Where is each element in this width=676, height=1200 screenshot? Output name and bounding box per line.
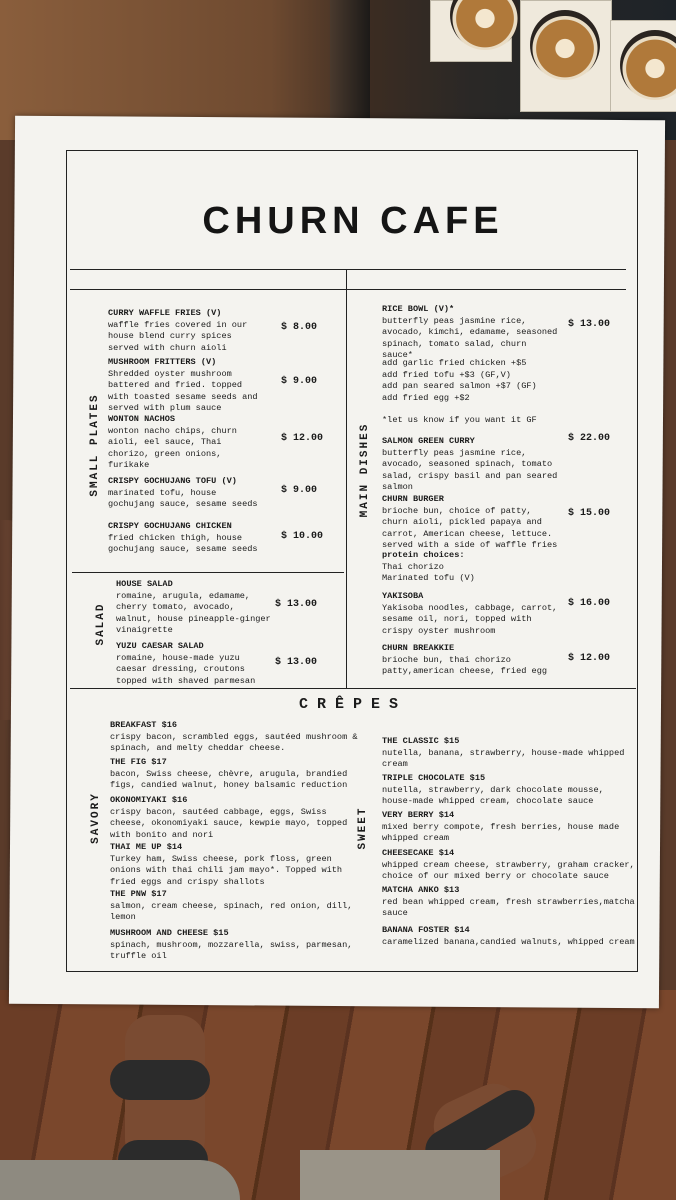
menu-item-price: $ 9.00 <box>281 376 318 387</box>
menu-item-name: YUZU CAESAR SALAD <box>116 641 204 651</box>
menu-item-name: MATCHA ANKO $13 <box>382 885 460 895</box>
menu-item-description: brioche bun, choice of patty, churn aioli, pickled papaya and carrot, American cheese, lettuce. served with a side of waffle fries <box>382 505 558 550</box>
menu-item <box>108 308 247 354</box>
menu-item-name: THE PNW $17 <box>110 889 167 899</box>
menu-item-description: add garlic fried chicken +$5 add fried tofu +$3 (GF,V) add pan seared salmon +$7 (GF) add fried egg +$2 <box>382 358 537 403</box>
menu-item <box>108 476 258 511</box>
menu-item-description: spinach, mushroom, mozzarella, swiss, parmesan, truffle oil <box>110 939 353 961</box>
menu-item-name: MUSHROOM FRITTERS (V) <box>108 357 217 367</box>
menu-item-name: WONTON NACHOS <box>108 414 176 424</box>
cafe-title: CHURN CAFE <box>202 200 504 242</box>
menu-item-name: THAI ME UP $14 <box>110 842 183 852</box>
menu-item <box>110 757 347 792</box>
menu-item-price: $ 10.00 <box>281 531 324 542</box>
menu-item <box>382 550 475 585</box>
menu-item-name: CHURN BREAKKIE <box>382 643 455 653</box>
coffee-cups-display <box>440 0 676 120</box>
menu-item-price: $ 13.00 <box>275 657 318 668</box>
menu-item-description: Turkey ham, Swiss cheese, pork floss, green onions with thai chili jam mayo*. Topped with fried eggs and crispy shallots <box>110 853 343 887</box>
menu-item-description: crispy bacon, sautéed cabbage, eggs, Swiss cheese, okonomiyaki sauce, kewpie mayo, topped with bonito and nori <box>110 806 348 840</box>
menu-item <box>382 643 547 678</box>
menu-item <box>108 414 237 472</box>
menu-item-description: brioche bun, thai chorizo patty,american cheese, fried egg <box>382 654 548 676</box>
clothing <box>300 1150 500 1200</box>
small-plates-label: SMALL PLATES <box>89 393 101 497</box>
menu-item-name: HOUSE SALAD <box>116 579 173 589</box>
crepes-title: CRÊPES <box>298 696 407 713</box>
menu-item-description: mixed berry compote, fresh berries, house made whipped cream <box>382 821 620 843</box>
menu-item <box>382 810 619 845</box>
divider <box>70 289 626 290</box>
menu-item-price: $ 16.00 <box>568 598 611 609</box>
menu-item-price: $ 15.00 <box>568 508 611 519</box>
menu-item-name: CRISPY GOCHUJANG CHICKEN <box>108 521 232 531</box>
menu-item-name: protein choices: <box>382 550 465 560</box>
menu-item-name: YAKISOBA <box>382 591 424 601</box>
menu-item-description: marinated tofu, house gochujang sauce, sesame seeds <box>108 487 258 509</box>
menu-item-description: bacon, Swiss cheese, chèvre, arugula, brandied figs, candied walnut, honey balsamic reduction <box>110 768 348 790</box>
menu-item-description: nutella, banana, strawberry, house-made whipped cream <box>382 747 625 769</box>
menu-item-description: nutella, strawberry, dark chocolate mousse, house-made whipped cream, chocolate sauce <box>382 784 604 806</box>
menu-item-price: $ 12.00 <box>568 653 611 664</box>
savory-label: SAVORY <box>90 792 102 844</box>
menu-item-name: RICE BOWL (V)* <box>382 304 455 314</box>
menu-item-name: BANANA FOSTER $14 <box>382 925 470 935</box>
main-dishes-label: MAIN DISHES <box>359 422 371 518</box>
menu-item <box>382 304 557 362</box>
menu-item-name: CURRY WAFFLE FRIES (V) <box>108 308 222 318</box>
menu-item-description: whipped cream cheese, strawberry, graham cracker, choice of our mixed berry or chocolate sauce <box>382 859 635 881</box>
clothing <box>0 1160 240 1200</box>
menu-item-description: red bean whipped cream, fresh strawberries,matcha sauce <box>382 896 635 918</box>
menu-item <box>382 736 624 771</box>
menu-item <box>382 773 604 808</box>
menu-item-name: MUSHROOM AND CHEESE $15 <box>110 928 229 938</box>
menu-item-description: wonton nacho chips, churn aioli, eel sauce, Thai chorizo, green onions, furikake <box>108 425 237 470</box>
menu-item-description: butterfly peas jasmine rice, avocado, seasoned spinach, tomato salad, crispy basil and pan seared salmon <box>382 447 558 492</box>
menu-item-name: TRIPLE CHOCOLATE $15 <box>382 773 486 783</box>
menu-item <box>116 641 255 687</box>
divider <box>346 269 347 689</box>
menu-item-description: caramelized banana,candied walnuts, whipped cream <box>382 936 635 947</box>
menu-item-name: CRISPY GOCHUJANG TOFU (V) <box>108 476 237 486</box>
left-sandal-strap <box>110 1060 210 1100</box>
menu-item-price: $ 13.00 <box>568 319 611 330</box>
menu-item-name: THE FIG $17 <box>110 757 167 767</box>
menu-item-description: waffle fries covered in our house blend curry spices served with churn aioli <box>108 319 248 353</box>
menu-item-price: $ 9.00 <box>281 485 318 496</box>
salad-label: SALAD <box>95 602 107 646</box>
menu-item-name: CHURN BURGER <box>382 494 444 504</box>
menu-item-name: VERY BERRY $14 <box>382 810 455 820</box>
menu-item-price: $ 8.00 <box>281 322 318 333</box>
menu-item-name: OKONOMIYAKI $16 <box>110 795 188 805</box>
menu-item <box>108 357 258 415</box>
menu-item <box>382 415 537 427</box>
menu-item <box>382 885 635 920</box>
menu-item-description: fried chicken thigh, house gochujang sauce, sesame seeds <box>108 532 258 554</box>
menu-item-description: crispy bacon, scrambled eggs, sautéed mushroom & spinach, and melty cheddar cheese. <box>110 731 358 753</box>
menu-item <box>382 436 557 494</box>
menu-item <box>382 591 557 637</box>
menu-item <box>108 521 258 556</box>
menu-item-price: $ 12.00 <box>281 433 324 444</box>
menu-item-price: $ 22.00 <box>568 433 611 444</box>
menu-item-description: Shredded oyster mushroom battered and fried. topped with toasted sesame seeds and served with plum sauce <box>108 368 258 413</box>
divider <box>70 688 636 689</box>
menu-item-description: Yakisoba noodles, cabbage, carrot, sesame oil, nori, topped with crispy oyster mushroom <box>382 602 558 636</box>
menu-item <box>382 925 635 948</box>
menu-item <box>110 795 347 841</box>
menu-item-name: BREAKFAST $16 <box>110 720 178 730</box>
menu-item-name: THE CLASSIC $15 <box>382 736 460 746</box>
sweet-label: SWEET <box>357 806 369 850</box>
menu-item-description: romaine, house-made yuzu caesar dressing, croutons topped with shaved parmesan <box>116 652 256 686</box>
divider <box>70 269 626 270</box>
menu-item <box>116 579 271 637</box>
menu-item <box>110 842 342 888</box>
menu-item-description: romaine, arugula, edamame, cherry tomato, avocado, walnut, house pineapple-ginger vinaigrette <box>116 590 271 635</box>
menu-item-name: SALMON GREEN CURRY <box>382 436 475 446</box>
menu-item-description: *let us know if you want it GF <box>382 415 537 425</box>
menu-item <box>382 358 537 404</box>
divider <box>72 572 344 573</box>
menu-item-description: butterfly peas jasmine rice, avocado, kimchi, edamame, seasoned spinach, tomato salad, churn sauce* <box>382 315 558 360</box>
latte-art-cup <box>530 10 600 80</box>
menu-item-description: Thai chorizo Marinated tofu (V) <box>382 561 475 583</box>
menu-item <box>110 928 352 963</box>
menu-item <box>110 720 358 755</box>
menu-item-price: $ 13.00 <box>275 599 318 610</box>
menu-item-description: salmon, cream cheese, spinach, red onion, dill, lemon <box>110 900 353 922</box>
menu-item-name: CHEESECAKE $14 <box>382 848 455 858</box>
menu-item <box>382 494 557 552</box>
menu-item <box>382 848 635 883</box>
menu-item <box>110 889 352 924</box>
